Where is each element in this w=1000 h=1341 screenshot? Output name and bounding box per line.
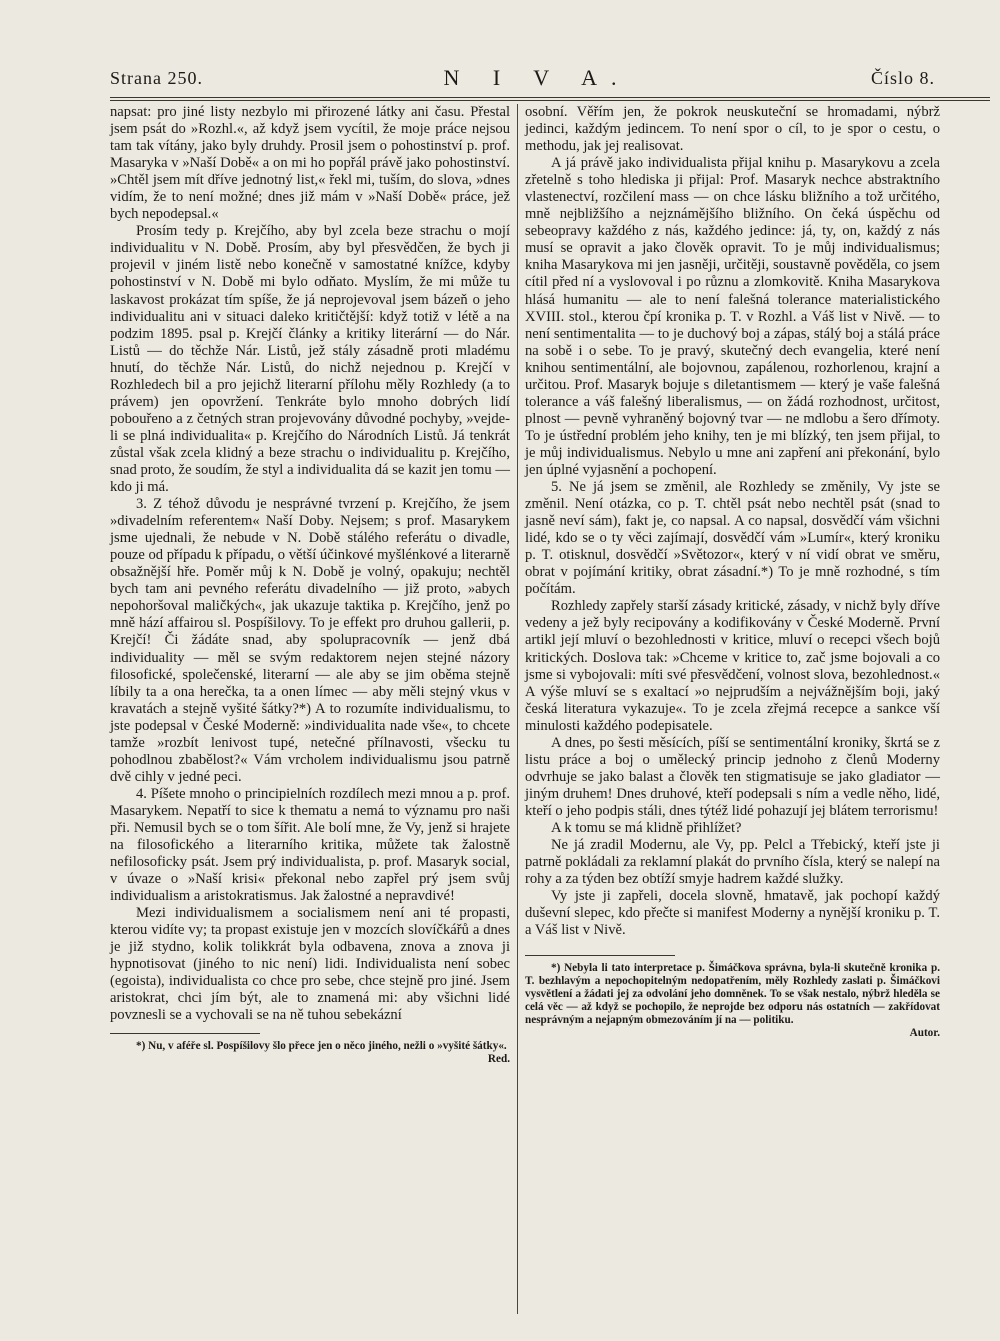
paragraph: Vy jste ji zapřeli, docela slovně, hmatavě, jak pochopí každý duševní slepec, kdo přečte si manifest Moderny a nynější kroniku p. T. a Váš list v Nivě.: [525, 888, 940, 939]
paragraph: 5. Ne já jsem se změnil, ale Rozhledy se změnily, Vy jste se změnil. Není otázka, co p. T. chtěl psát nebo nechtěl psát (snad to jasně neví sám), fakt je, co napsal. A co napsal, dosvědčí vám všichni lidé, kdo se o ty věci zajímají, dosvědčí vám »Lumír«, který kroniku p. T. otisknul, dosvědčí »Světozor«, který v ní vidí obrat ve směru, obrat v pojímání kritiky, obrat zásadní.*) To je mně rozhodné, s tím počítám.: [525, 479, 940, 598]
paragraph: Rozhledy zapřely starší zásady kritické, zásady, v nichž byly dříve vedeny a jež byly recipovány a kodifikovány v České Moderně. První artikl její mluví o bezohlednosti v kritice, mluví o recepci všech bojů kritických. Doslova tak: »Chceme v kritice to, zač jsme bojovali a co jsme si vybojovali: míti své přesvědčení, volnost slova, bezohlednost.« A výše mluví se s exaltací »o nejprudším a nejvážnějším boji, jaký česká literatura vykazuje«. To je zcela zřejmá recepce a sankce vší minulosti každého podepisatele.: [525, 598, 940, 734]
issue-number: Číslo 8.: [870, 67, 935, 88]
footnote-signature: Autor.: [909, 1027, 940, 1040]
footnote-signature: Red.: [487, 1052, 510, 1065]
footnote: *) Nu, v aféře sl. Pospíšilovy šlo přece jen o něco jiného, nežli o »vyšité šátky«.: [136, 1039, 507, 1052]
header-rule: [110, 97, 990, 98]
header-rule-double: [110, 100, 990, 101]
paragraph: 4. Píšete mnoho o principielních rozdílech mezi mnou a p. prof. Masarykem. Nepatří to sice k thematu a nemá to významu pro naši při. Nemusil bych se o tom šířit. Ale bolí mne, že Vy, jenž si hrajete na filosofického a literarního kritika, můžete tak žalostně nefilosoficky psát. Jsem prý individualista, p. prof. Masaryk social, v úvaze o »Naší krisi« překonal nebo zapřel prý jsem svůj individualism a aristokratismus. Jak žalostné a nepravdivé!: [110, 785, 510, 905]
magazine-title: N I V A.: [443, 65, 631, 90]
column-divider: [517, 104, 518, 1314]
paragraph: Ne já zradil Modernu, ale Vy, pp. Pelcl a Třebický, kteří jste ji patrně pokládali za reklamní plakát do prvního čísla, který se nalepí na rohy a za týden bez obtíží smyje hadrem každé služky.: [525, 837, 940, 888]
right-column: [525, 104, 940, 1040]
paragraph: A k tomu se má klidně přihlížet?: [551, 819, 742, 836]
paragraph: Mezi individualismem a socialismem není ani té propasti, kterou vidíte vy; ta propast existuje jen v mozcích slovíčkářů a dnes je již stydno, kolik tolikkrát byla odbavena, znova a znova ji hypnotisovat (jiného to nic není) lidi. Individualista není sobec (egoista), individualista co chce pro sebe, chce stejně pro jiné. Jsem aristokrat, chci jím být, ale to znamená mi: aby všichni lidé povznesli se a vychovali se na ně tuhou sebekázní: [110, 905, 510, 1024]
page-header: [110, 62, 935, 94]
paragraph: A dnes, po šesti měsících, píší se sentimentální kroniky, škrtá se z listu práce a boj o umělecký princip jednoho z členů Moderny odvrhuje se jako balast a člověk ten stigmatisuje se jako gladiator — jiným druhem! Dnes druhové, kteří podepsali s ním a vedle něho, lidé, kteří o jeho podpis stáli, dnes týtéž lidé pohazují jej blátem terrorismu!: [525, 734, 940, 819]
left-column: [110, 104, 510, 1066]
footnote-rule: [525, 955, 675, 956]
paragraph: osobní. Věřím jen, že pokrok neuskuteční se hromadami, nýbrž jedinci, každým jedincem. To není spor o cíl, to je spor o cestu, o methodu, jak jej realisovat.: [525, 104, 940, 155]
paragraph: A já právě jako individualista přijal knihu p. Masarykovu a zcela zřetelně s toho hlediska ji přijal: Prof. Masaryk nechce abstraktního vlastenectví, rozčilení mass — on chce lásku bližního a tož určitého, mně nejbližšího a nejznámějšího bližního. On čeká úspěchu od sebeopravy každého z nás, každého jedince: já, ty, on, každý z nás musí se opravit a jako člověk opravit. To je můj individualismus; kniha Masarykova mi jen jasněji, určitěji, soustavně pověděla, co jsem cítil před ní a vyslovoval i po různu a zlomkovitě. Kniha Masarykova hlásá humanitu — ale to není falešná tolerance materialistického XVIII. stol., kterou čpí kronika p. T. v Rozhl. a Váš list v Nivě. — to není sentimentalita — to je duchový boj a zápas, stálý boj a stálá práce na sobě i o sebe. To je pravý, skutečný dech evangelia, které není knihou sentimentální, ale bojovnou, zapálenou, rozhorlenou, krajní a určitou. Prof. Masaryk bojuje s diletantismem — který je vaše falešná tolerance a váš falešný liberalismus, — on žádá rozhodnost, určitost, plnost — pevně vyhraněný bojovný tvar — ne mdlobu a šero dřímoty. To je ústřední problém jeho knihy, ten je mi blízký, ten jsem přijal, to je můj individualismus. Nebylo u mne ani zapření ani překonání, bylo jen úplné vyjasnění a pochopení.: [525, 155, 940, 478]
paragraph: 3. Z téhož důvodu je nesprávné tvrzení p. Krejčího, že jsem »divadelním referentem« Naší Doby. Nejsem; s prof. Masarykem jsme ujednali, že nebude v N. Době stálého referátu o divadle, pouze od případu k případu, o větší účinkové myšlénkové a literarně obsažnější hře. Poměr můj k N. Době je volný, opakuju; nechtěl bych tam ani pevného referátu divadelního — již proto, »abych nepohoršoval maličkých«, jak ukazuje taktika p. Krejčího, jenž po mně hází affairou sl. Pospíšilovy. To je effekt pro druhou gallerii, p. Krejčí! Či žádáte snad, aby spolupracovník — jenž dbá individuality — měl se svým redaktorem nejen stejné názory filosofické, společenské, literarní — ale aby se jim oběma stejně líbily ta a ona herečka, ta a onen límec — aby měli stejný vkus v kravatách a stejně vyšité šátky?*) A to rozumíte individualismu, to jste podepsal v České Moderně: »individualita nade vše«, to chcete tamže »rozbít lenivost tupé, netečné přílnavosti, všecku tu pohodlnou zbabělost?« Vám vrcholem individualismu jsou patrně dvě cihly v jedné peci.: [110, 496, 510, 785]
page-number: Strana 250.: [110, 67, 203, 88]
paragraph: Prosím tedy p. Krejčího, aby byl zcela beze strachu o mojí individualitu v N. Době. Prosím, aby byl přesvědčen, že bych ji projevil v jiném listě nebo konečně v samostatné knížce, kdyby pohostinství v N. Době mi bylo odňato. Myslím, že mi může tu laskavost prokázat tím spíše, že já neprojevoval jsem bázeň o jeho individualitu ani v situaci daleko kritičtější: když totiž v létě a na podzim 1895. psal p. Krejčí články a kritiky literární — do Nár. Listů — do těchže Nár. Listů, jež stály zásadně proti mladému hnutí, do těchže Nár. Listů, do nichž nejednou p. Krejčí v Rozhledech bil a pro jejichž literarní přílohu měly Rozhledy (a to právem) jen opovržení. Tenkráte bylo mnoho dobrých lidí pobouřeno a z četných stran projevovány důvodné pochyby, »vejde-li se plná individualita« p. Krejčího do Národních Listů. Já tenkrát zůstal však zcela klidný a beze strachu o individualitu p. Krejčího, snad proto, že soudím, že styl a individualita dá se kazit jen tomu — kdo ji má.: [110, 223, 510, 496]
footnote: *) Nebyla li tato interpretace p. Šimáčkova správna, byla-li skutečně kronika p. T. bezhlavým a nepochopitelným nedopatřením, měly Rozhledy zaslati p. Šimáčkovi vysvětlení a žádati jej za odvolání jeho domněnek. To se však nestalo, nýbrž hleděla se celá věc — až když se pochopilo, že neprojde bez odporu nás ostatních — zakřídovat nesprávným a nejapným obmezováním jí na — politiku.: [525, 962, 940, 1027]
paragraph: napsat: pro jiné listy nezbylo mi přirozené látky ani času. Přestal jsem psát do »Rozhl.«, až když jsem vycítil, že moje práce nejsou tam tak vítány, jako byly druhdy. Prosil jsem o pohostinství p. prof. Masaryka v »Naší Době« a on mi ho popřál právě jako pohostinství. »Chtěl jsem mít dříve jednotný list,« řekl mi, tuším, do slova, »dnes vidím, že to není možné; dnes již mám v »Naší Době« práce, jež bych nepodepsal.«: [110, 104, 510, 223]
footnote-rule: [110, 1033, 260, 1034]
